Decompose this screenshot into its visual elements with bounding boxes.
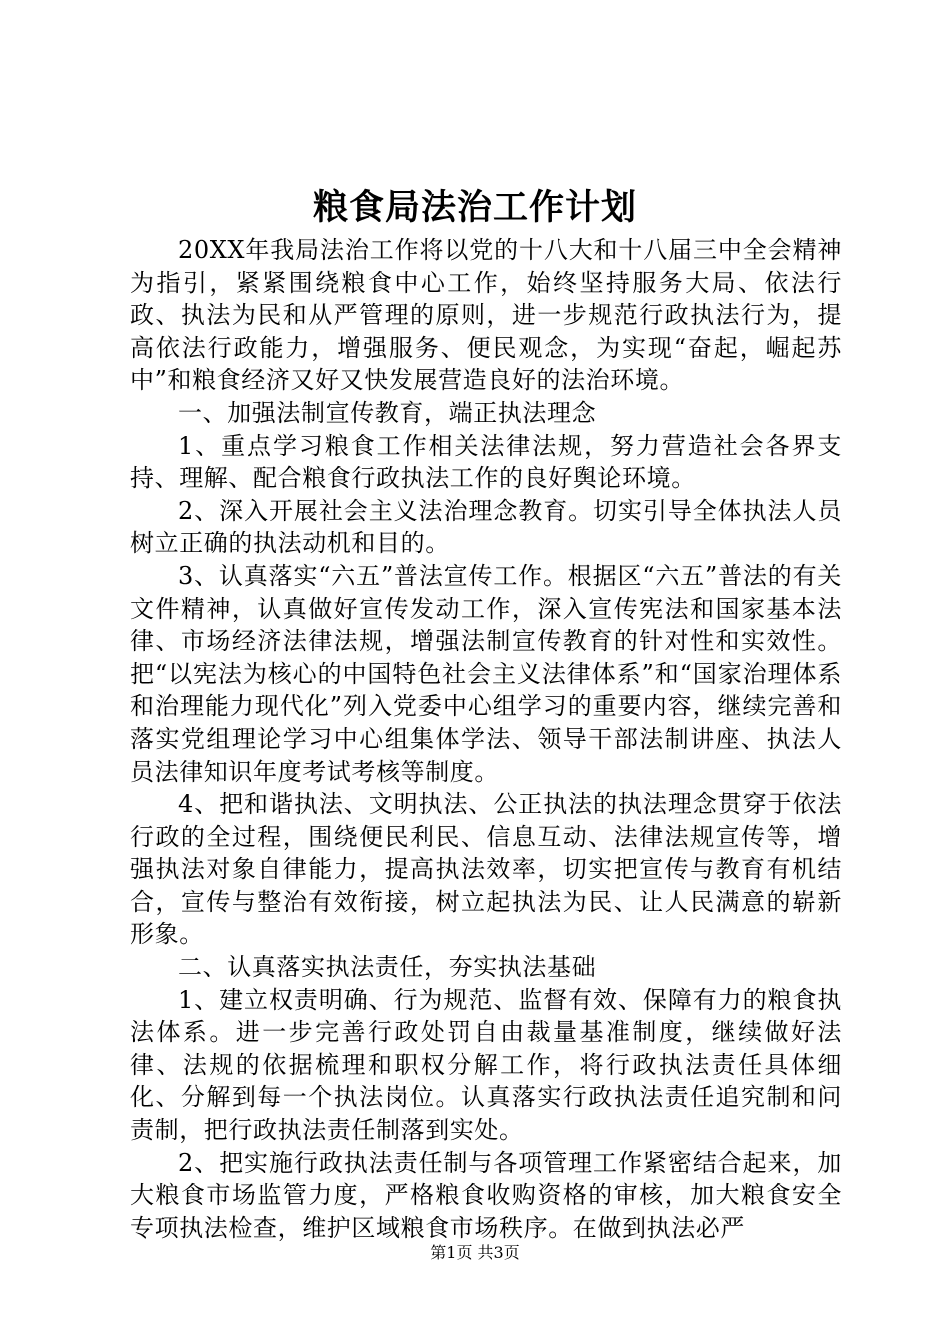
paragraph-2-2: 2、把实施行政执法责任制与各项管理工作紧密结合起来，加大粮食市场监管力度，严格粮食收购资格的审核，加大粮食安全专项执法检查，维护区域粮食市场秩序。在做到执法必严: [130, 1148, 842, 1242]
page-footer: 第1页 共3页: [430, 1243, 520, 1262]
section-heading-2: 二、认真落实执法责任，夯实执法基础: [178, 953, 597, 982]
document-title: 粮食局法治工作计划: [312, 187, 637, 228]
paragraph-intro: 20XX年我局法治工作将以党的十八大和十八届三中全会精神为指引，紧紧围绕粮食中心工作，始终坚持服务大局、依法行政、执法为民和从严管理的原则，进一步规范行政执法行为，提高依法行政能力，增强服务、便民观念，为实现“奋起，崛起苏中”和粮食经济又好又快发展营造良好的法治环境。: [130, 236, 842, 395]
paragraph-1-1: 1、重点学习粮食工作相关法律法规，努力营造社会各界支持、理解、配合粮食行政执法工作的良好舆论环境。: [130, 431, 842, 493]
paragraph-1-3: 3、认真落实“六五”普法宣传工作。根据区“六五”普法的有关文件精神，认真做好宣传发动工作，深入宣传宪法和国家基本法律、市场经济法律法规，增强法制宣传教育的针对性和实效性。把“以宪法为核心的中国特色社会主义法律体系”和“国家治理体系和治理能力现代化”列入党委中心组学习的重要内容，继续完善和落实党组理论学习中心组集体学法、领导干部法制讲座、执法人员法律知识年度考试考核等制度。: [130, 561, 842, 786]
paragraph-1-4: 4、把和谐执法、文明执法、公正执法的执法理念贯穿于依法行政的全过程，围绕便民利民、信息互动、法律法规宣传等，增强执法对象自律能力，提高执法效率，切实把宣传与教育有机结合，宣传与整治有效衔接，树立起执法为民、让人民满意的崭新形象。: [130, 790, 842, 949]
paragraph-1-2: 2、深入开展社会主义法治理念教育。切实引导全体执法人员树立正确的执法动机和目的。: [130, 496, 842, 558]
document-body: [130, 234, 842, 1244]
section-heading-1: 一、加强法制宣传教育，端正执法理念: [178, 398, 597, 427]
paragraph-2-1: 1、建立权责明确、行为规范、监督有效、保障有力的粮食执法体系。进一步完善行政处罚自由裁量基准制度，继续做好法律、法规的依据梳理和职权分解工作，将行政执法责任具体细化、分解到每一个执法岗位。认真落实行政执法责任追究制和问责制，把行政执法责任制落到实处。: [130, 985, 842, 1145]
